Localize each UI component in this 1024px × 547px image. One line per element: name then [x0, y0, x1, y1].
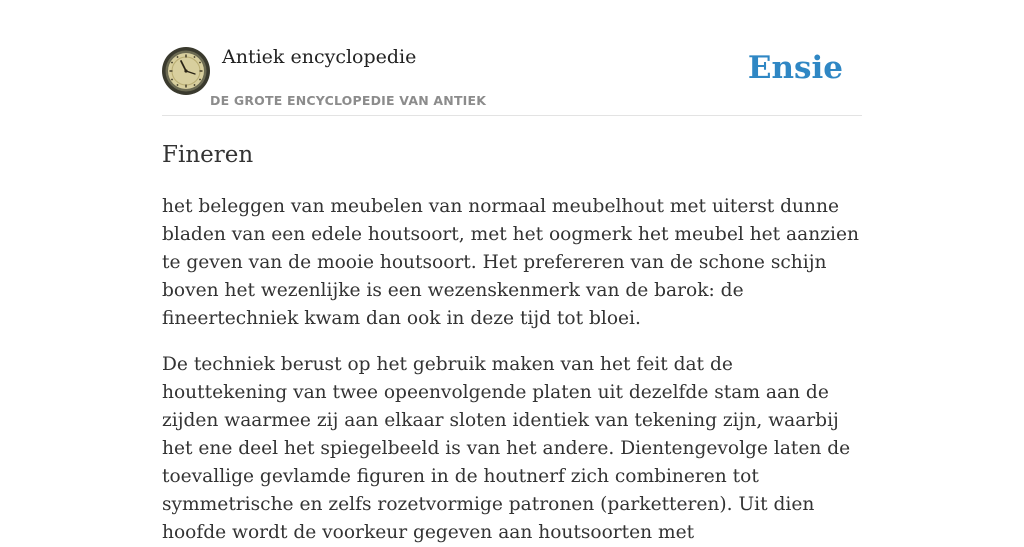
clock-icon[interactable]: [162, 47, 210, 95]
article-title: Fineren: [162, 142, 254, 168]
site-header: [162, 0, 862, 116]
content-column: [162, 0, 862, 547]
article-paragraph: De techniek berust op het gebruik maken van het feit dat de houttekening van twee opeenvolgende platen uit dezelfde stam aan de zijden waarmee zij aan elkaar sloten identiek van tekening zijn, waarbij het ene deel het spiegelbeeld is van het andere. Dientengevolge laten de toevallige gevlamde figuren in de houtnerf zich combineren tot symmetrische en zelfs rozetvormige patronen (parketteren). Uit dien hoofde wordt de voorkeur gegeven aan houtsoorten met: [162, 354, 851, 543]
article-paragraph: het beleggen van meubelen van normaal meubelhout met uiterst dunne bladen van een edele houtsoort, met het oogmerk het meubel het aanzien te geven van de mooie houtsoort. Het prefereren van de schone schijn boven het wezenlijke is een wezenskenmerk van de barok: de fineertechniek kwam dan ook in deze tijd tot bloei.: [162, 196, 859, 329]
site-subtitle: DE GROTE ENCYCLOPEDIE VAN ANTIEK: [210, 93, 487, 108]
brand-logo[interactable]: Ensie: [747, 50, 843, 86]
site-title[interactable]: Antiek encyclopedie: [222, 46, 417, 68]
